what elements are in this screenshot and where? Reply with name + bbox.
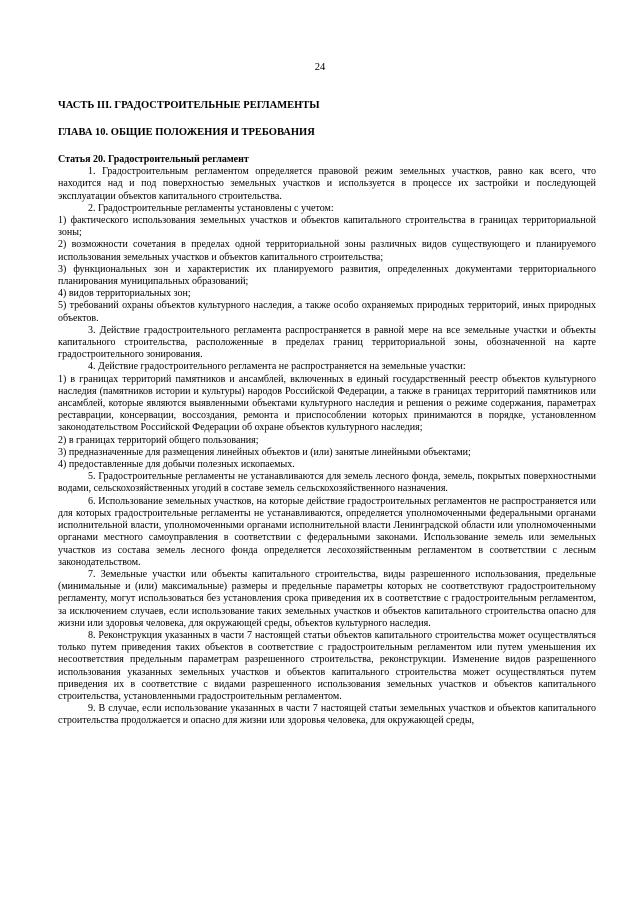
paragraph: 2. Градостроительные регламенты установлены с учетом: xyxy=(88,202,334,214)
list-item: 3) функциональных зон и характеристик их планируемого развития, определенных документами территориального планирования муниципальных образований; xyxy=(58,263,596,288)
paragraph: 1. Градостроительным регламентом определяется правовой режим земельных участков, равно как всего, что находится над и под поверхностью земельных участков и используется в процессе их застройки и последующей эксплуатации объектов капитального строительства. xyxy=(58,166,596,202)
list-item: 2) в границах территорий общего пользования; xyxy=(58,434,259,446)
list-item: 1) в границах территорий памятников и ансамблей, включенных в единый государственный реестр объектов культурного наследия (памятников истории и культуры) народов Российской Федерации, а также в границах территорий памятников или ансамблей, которые являются выявленными объектами культурного наследия и решения о режиме содержания, параметрах реставрации, консервации, воссоздания, ремонта и приспособлении которых принимаются в порядке, установленном законодательством Российской Федерации об охране объектов культурного наследия; xyxy=(58,373,596,434)
paragraph: 8. Реконструкция указанных в части 7 настоящей статьи объектов капитального строительства может осуществляться только путем приведения таких объектов в соответствие с градостроительным регламентом или путем уменьшения их несоответствия предельным параметрам разрешенного строительства, реконструкции. Изменение видов разрешенного использования указанных земельных участков и объектов капитального строительства может осуществляться путем приведения их в соответствие с видами разрешенного использования земельных участков и объектов капитального строительства, установленными градостроительным регламентом. xyxy=(58,629,596,702)
paragraph: 5. Градостроительные регламенты не устанавливаются для земель лесного фонда, земель, покрытых поверхностными водами, сельскохозяйственных угодий в составе земель сельскохозяйственного назначения. xyxy=(58,471,596,495)
list-item: 5) требований охраны объектов культурного наследия, а также особо охраняемых природных территорий, иных природных объектов. xyxy=(58,300,596,324)
page-number: 24 xyxy=(314,62,326,73)
chapter-title: ГЛАВА 10. ОБЩИЕ ПОЛОЖЕНИЯ И ТРЕБОВАНИЯ xyxy=(58,127,315,138)
list-item: 2) возможности сочетания в пределах одной территориальной зоны различных видов существующего и планируемого использования земельных участков и объектов капитального строительства; xyxy=(58,239,596,263)
paragraph: 4. Действие градостроительного регламента не распространяется на земельные участки: xyxy=(88,361,466,373)
list-item: 1) фактического использования земельных участков и объектов капитального строительства в границах территориальной зоны; xyxy=(58,215,596,239)
list-item: 3) предназначенные для размещения линейных объектов и (или) занятые линейными объектами; xyxy=(58,446,471,458)
paragraph: 9. В случае, если использование указанных в части 7 настоящей статьи земельных участков и объектов капитального строительства продолжается и опасно для жизни или здоровья человека, для окружающей среды, xyxy=(58,703,596,727)
article-body xyxy=(58,154,596,728)
part-title: ЧАСТЬ III. ГРАДОСТРОИТЕЛЬНЫЕ РЕГЛАМЕНТЫ xyxy=(58,100,320,111)
paragraph: 6. Использование земельных участков, на которые действие градостроительных регламентов не распространяется или для которых градостроительные регламенты не устанавливаются, определяется уполномоченными федеральными органами исполнительной власти, уполномоченными органами исполнительной власти Ленинградской области или уполномоченными органами местного самоуправления в соответствии с федеральными законами. Использование земель или земельных участков из состава земель лесного фонда определяется лесохозяйственным регламентом в соответствии с лесным законодательством. xyxy=(58,495,596,568)
article-title: Статья 20. Градостроительный регламент xyxy=(58,154,249,165)
list-item: 4) видов территориальных зон; xyxy=(58,288,191,300)
list-item: 4) предоставленные для добычи полезных ископаемых. xyxy=(58,459,295,471)
paragraph: 7. Земельные участки или объекты капитального строительства, виды разрешенного использования, предельные (минимальные и (или) максимальные) размеры и предельные параметры которых не соответствуют градостроительному регламенту, могут использоваться без установления срока приведения их в соответствие с градостроительным регламентом, за исключением случаев, если использование таких земельных участков и объектов капитального строительства опасно для жизни или здоровья человека, для окружающей среды, объектов культурного наследия. xyxy=(58,568,596,629)
paragraph: 3. Действие градостроительного регламента распространяется в равной мере на все земельные участки и объекты капитального строительства, расположенные в пределах границ территориальной зоны, обозначенной на карте градостроительного зонирования. xyxy=(58,324,596,361)
